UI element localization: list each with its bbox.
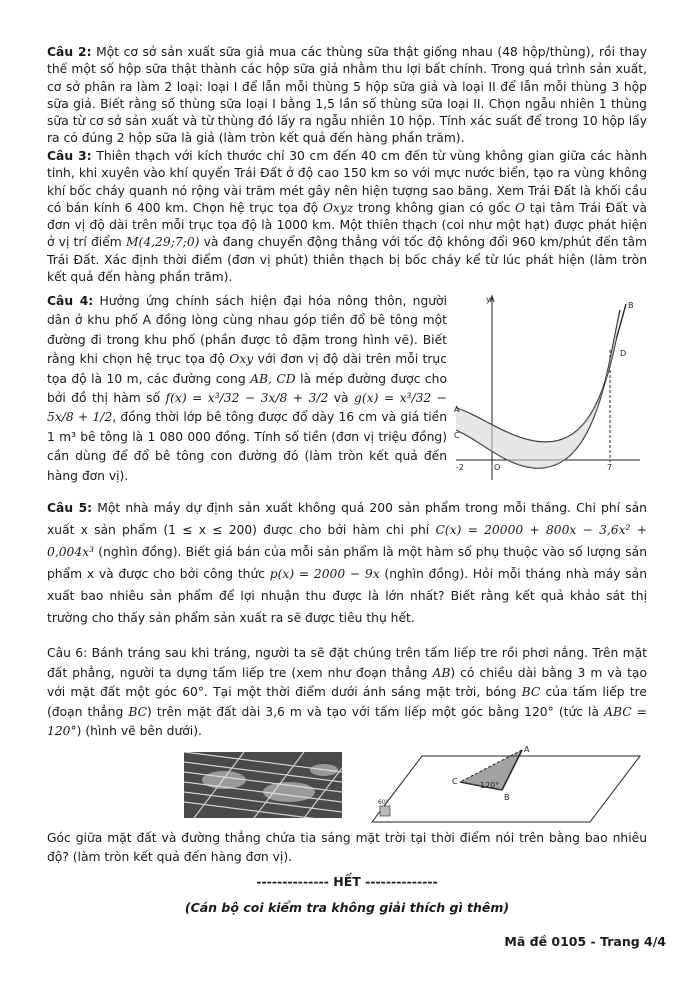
angle-label: 120°: [480, 781, 500, 790]
oxyz-label: Oxyz: [322, 200, 354, 215]
question-5-text: Một nhà máy dự định sản xuất không quá 200 sản phẩm trong mỗi tháng. Chi phí sản xuất x sản phẩm (1 ≤ x ≤ 200) được cho bởi hàm chi phí: [47, 501, 647, 537]
point-c-label: C: [452, 777, 458, 786]
tick-seven: 7: [607, 463, 613, 472]
point-b-label: B: [504, 793, 510, 802]
question-5: [47, 497, 647, 629]
question-4-label: Câu 4:: [47, 294, 94, 308]
segment-bc: BC: [521, 685, 541, 700]
question-3-text: trong không gian có gốc: [353, 200, 516, 215]
question-4-text: , đồng thời lớp bê tông được đổ dày 16 cm và giá tiền 1 m³ bê tông là 1 080 000 đồng. Tính số tiền (đơn vị triệu đồng) cần dùng để đổ bê tông con đường đó (làm tròn kết quả đến hàng đơn vị).: [47, 410, 447, 483]
question-5-text: (nghìn đồng). Biết giá bán của mỗi sản phẩm là một hàm số phụ thuộc vào số lượng sản phẩm x và được cho bởi công thức: [47, 545, 647, 581]
question-6-label: Câu 6:: [47, 646, 88, 660]
angle-abc: ABC = 120°: [47, 704, 647, 739]
question-6-ask: [47, 829, 647, 867]
question-6-text: ) có chiều dài bằng 3 m và tạo với mặt đất một góc 60°. Tại một thời điểm dưới ánh sáng mặt trời, bóng: [47, 665, 647, 700]
question-6-text: ) (hình vẽ bên dưới).: [76, 724, 202, 739]
question-5-text: (nghìn đồng). Hỏi mỗi tháng nhà máy sản xuất bao nhiêu sản phẩm để lợi nhuận thu được là lớn nhất? Biết rằng kết quả khảo sát thị trường cho thấy sản phẩm sản xuất ra sẽ được tiêu thụ hết.: [47, 567, 648, 625]
point-a-label: A: [454, 405, 460, 414]
question-4-text: Hưởng ứng chính sách hiện đại hóa nông thôn, người dân ở khu phố A đồng lòng cùng nhau góp tiền đổ bê tông một đường đi trong khu phố (phần được tô đậm trong hình vẽ). Biết rằng khi chọn hệ trục tọa độ: [47, 294, 447, 367]
point-m: M(4,29;7;0): [125, 235, 200, 250]
question-2: [47, 44, 647, 148]
question-4-text: là mép đường được cho bởi đồ thị hàm số: [47, 371, 447, 406]
question-6-text: của tấm liếp tre (đoạn thẳng: [47, 685, 648, 719]
question-3-text: và đang chuyển động thẳng với tốc độ không đổi 960 km/phút đến tâm Trái Đất. Xác định thời điểm (đơn vị phút) thiên thạch bị bốc cháy kể từ lúc phát hiện (làm tròn kết quả đến hàng phần trăm).: [47, 235, 647, 285]
shadow-diagram: [352, 742, 642, 826]
question-3: [47, 148, 647, 286]
tick-minus-two: -2: [456, 463, 464, 472]
segment-ab: AB: [432, 665, 451, 680]
question-3-label: Câu 3:: [47, 149, 92, 163]
question-6-question-text: Góc giữa mặt đất và đường thẳng chứa tia sáng mặt trời tại thời điểm nói trên bằng bao nhiêu độ? (làm tròn kết quả đến hàng đơn vị).: [47, 831, 647, 864]
question-4: [47, 292, 447, 486]
price-function: p(x) = 2000 − 9x: [269, 567, 380, 581]
end-mark: -------------- HẾT --------------: [256, 874, 438, 889]
segment-bc-2: BC: [128, 704, 147, 719]
rice-paper-photo: [184, 752, 342, 818]
question-6: [47, 644, 647, 742]
point-a-label: A: [524, 745, 530, 754]
point-b-label: B: [628, 301, 634, 310]
oxy-label: Oxy: [229, 352, 254, 367]
curves-label: AB, CD: [250, 371, 296, 386]
question-2-label: Câu 2:: [47, 45, 92, 59]
origin-label: O: [515, 200, 526, 215]
question-6-text: Bánh tráng sau khi tráng, người ta sẽ đặt chúng trên tấm liếp tre rồi phơi nắng. Trên mặt đất phẳng, người ta dựng tấm liếp tre (xem như đoạn thẳng: [47, 646, 647, 680]
question-3-text: tại tâm Trái Đất và đơn vị độ dài trên mỗi trục tọa độ là 1000 km. Một thiên thạch (coi như một hạt) được phát hiện ở vị trí điểm: [47, 200, 647, 250]
ground-angle-label: 60°: [378, 799, 389, 806]
question-4-text: và: [328, 391, 349, 406]
function-g: g(x) = x³/32 − 5x/8 + 1/2: [47, 391, 447, 425]
function-f: f(x) = x³/32 − 3x/8 + 3/2: [165, 391, 329, 406]
page-footer: Mã đề 0105 - Trang 4/4: [504, 934, 666, 949]
road-graph: [450, 290, 646, 486]
origin-mark: O: [494, 463, 501, 472]
point-d-label: D: [620, 349, 627, 358]
point-c-label: C: [454, 431, 460, 440]
question-4-text: với đơn vị độ dài trên mỗi trục tọa độ là 10 m, các đường cong: [47, 352, 447, 386]
question-5-label: Câu 5:: [47, 501, 93, 515]
y-axis-label: y: [486, 295, 491, 304]
cost-function: C(x) = 20000 + 800x − 3,6x² + 0,004x³: [47, 523, 647, 559]
question-2-text: Một cơ sở sản xuất sữa giả mua các thùng sữa thật giống nhau (48 hộp/thùng), rồi thay thế một số hộp sữa thật thành các hộp sữa giả nhằm thu lợi bất chính. Trong quá trình sản xuất, cơ sở phân ra làm 2 loại: loại I để lẫn mỗi thùng 5 hộp sữa giả và loại II để lẫn mỗi thùng 3 hộp sữa giả. Biết rằng số thùng sữa loại I bằng 1,5 lần số thùng sữa loại II. Chọn ngẫu nhiên 1 thùng sữa từ cơ sở sản xuất và từ thùng đó lấy ra ngẫu nhiên 10 hộp. Tính xác suất để trong 10 hộp lấy ra có đúng 2 hộp sữa là giả (làm tròn kết quả đến hàng phần trăm).: [47, 45, 647, 146]
question-6-text: ) trên mặt đất dài 3,6 m và tạo với tấm liếp một góc bằng 120° (tức là: [147, 704, 605, 719]
proctor-note: (Cán bộ coi kiểm tra không giải thích gì thêm): [184, 900, 510, 915]
question-3-text: Thiên thạch với kích thước chỉ 30 cm đến 40 cm đến từ vùng không gian giữa các hành tinh, khi xuyên vào khí quyển Trái Đất ở độ cao 150 km so với mực nước biển, tạo ra vùng không khí bốc cháy quanh nó rộng vài trăm mét gây nên hiện tượng sao băng. Xem Trái Đất là khối cầu có bán kính 6 400 km. Chọn hệ trục tọa độ: [47, 149, 647, 215]
